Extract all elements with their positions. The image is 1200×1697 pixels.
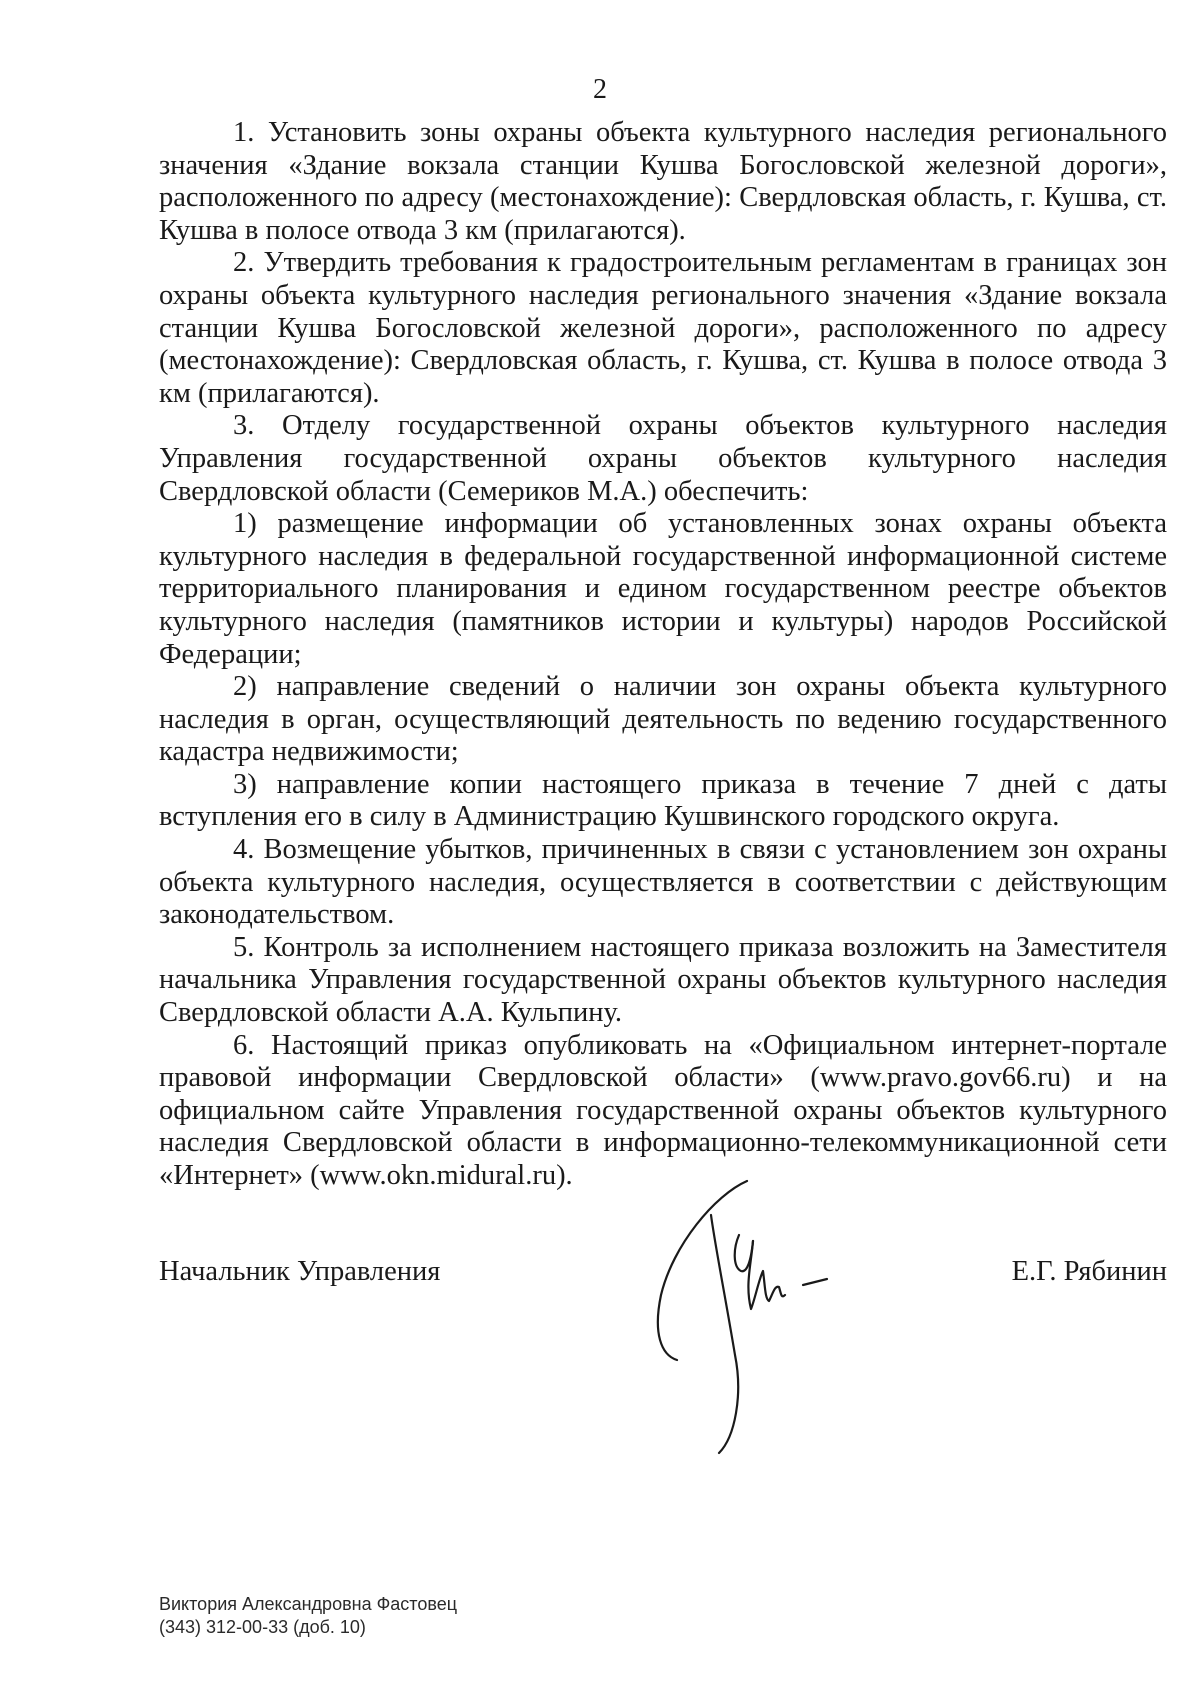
contact-name: Виктория Александровна Фастовец (159, 1594, 458, 1614)
page-number: 2 (593, 74, 607, 105)
document-body (159, 117, 1167, 1193)
paragraph-item-5: 5. Контроль за исполнением настоящего приказа возложить на Заместителя начальника Управления государственной охраны объектов культурного наследия Свердловской области А.А. Кульпину. (159, 931, 1167, 1029)
contact-phone: (343) 312-00-33 (доб. 10) (159, 1617, 366, 1637)
paragraph-item-1: 1. Установить зоны охраны объекта культурного наследия регионального значения «Здание вокзала станции Кушва Богословской железной дороги», расположенного по адресу (местонахождение): Свердловская область, г. Кушва, ст. Кушва в полосе отвода 3 км (прилагаются). (159, 117, 1167, 246)
paragraph-item-4: 4. Возмещение убытков, причиненных в связи с установлением зон охраны объекта культурного наследия, осуществляется в соответствии с действующим законодательством. (159, 834, 1167, 931)
paragraph-item-3: 3. Отделу государственной охраны объектов культурного наследия Управления государственной охраны объектов культурного наследия Свердловской области (Семериков М.А.) обеспечить: (159, 410, 1167, 507)
handwritten-signature (655, 1175, 895, 1465)
subparagraph-item-1: 1) размещение информации об установленных зонах охраны объекта культурного наследия в федеральной государственной информационной системе территориального планирования и едином государственном реестре объектов культурного наследия (памятников истории и культуры) народов Российской Федерации; (159, 508, 1167, 670)
subparagraph-item-3: 3) направление копии настоящего приказа в течение 7 дней с даты вступления его в силу в Администрацию Кушвинского городского округа. (159, 768, 1167, 833)
paragraph-item-6: 6. Настоящий приказ опубликовать на «Официальном интернет-портале правовой информации Свердловской области» (www.pravo.gov66.ru) и на официальном сайте Управления государственной охраны объектов культурного наследия Свердловской области в информационно-телекоммуникационной сети «Интернет» (www.okn.midural.ru). (159, 1029, 1167, 1191)
paragraph-item-2: 2. Утвердить требования к градостроительным регламентам в границах зон охраны объекта культурного наследия регионального значения «Здание вокзала станции Кушва Богословской железной дороги», расположенного по адресу (местонахождение): Свердловская область, г. Кушва, ст. Кушва в полосе отвода 3 км (прилагаются). (159, 247, 1167, 409)
subparagraph-item-2: 2) направление сведений о наличии зон охраны объекта культурного наследия в орган, осуществляющий деятельность по ведению государственного кадастра недвижимости; (159, 671, 1167, 768)
signatory-title: Начальник Управления (159, 1256, 441, 1287)
signatory-name: Е.Г. Рябинин (1011, 1256, 1167, 1287)
executor-contact (159, 1593, 457, 1639)
